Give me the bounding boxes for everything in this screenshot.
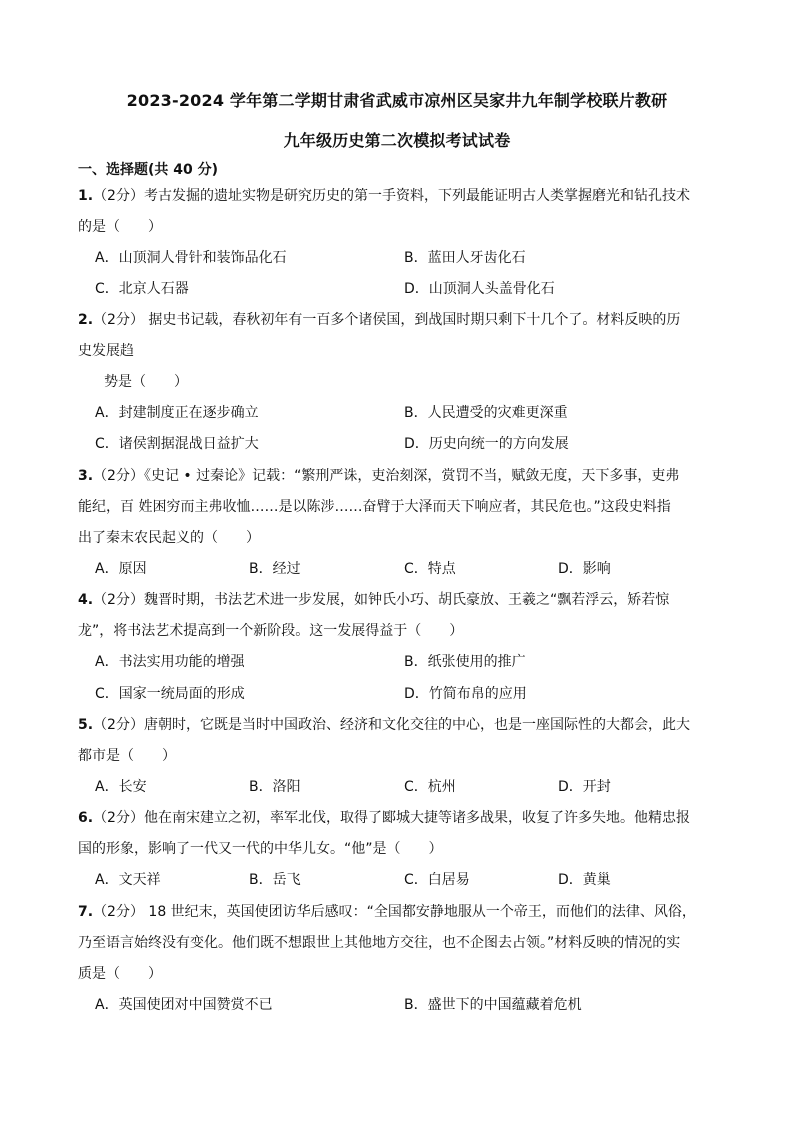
exam-title-line2: 九年级历史第二次模拟考试试卷 [283, 131, 511, 150]
option-c[interactable]: C．国家一统局面的形成 [95, 686, 245, 702]
exam-title-line1: 2023-2024 学年第二学期甘肃省武威市凉州区吴家井九年制学校联片教研 [126, 91, 668, 110]
question-text: 乃至语言始终没有变化。他们既不想跟世上其他地方交往，也不企图去占领。”材料反映的情况的实 [78, 935, 681, 951]
option-b[interactable]: B．经过 [249, 561, 301, 577]
option-d[interactable]: D．竹简布帛的应用 [404, 686, 527, 702]
option-a[interactable]: A．书法实用功能的增强 [95, 654, 245, 670]
question-number: 3. [78, 468, 94, 484]
question-number: 5. [78, 717, 94, 733]
option-a[interactable]: A．长安 [95, 779, 147, 795]
section-heading: 一、选择题(共 40 分) [78, 162, 219, 178]
option-a[interactable]: A．山顶洞人骨针和装饰品化石 [95, 250, 287, 266]
option-d[interactable]: D．黄巢 [558, 872, 611, 888]
option-b[interactable]: B．蓝田人牙齿化石 [404, 250, 526, 266]
option-d[interactable]: D．影响 [558, 561, 611, 577]
question-text: 能纪，百 姓困穷而主弗收恤……是以陈涉……奋臂于大泽而天下响应者，其民危也。”这段史料指 [78, 499, 671, 515]
option-c[interactable]: C．北京人石器 [95, 281, 189, 297]
question-text: （2分）唐朝时，它既是当时中国政治、经济和文化交往的中心，也是一座国际性的大都会，此大 [93, 717, 690, 733]
question-text: （2分）《史记 • 过秦论》记载：“繁刑严诛，吏治刻深，赏罚不当，赋敛无度，天下多事，吏弗 [93, 468, 680, 484]
question-text: （2分）考古发掘的遗址实物是研究历史的第一手资料，下列最能证明古人类掌握磨光和钻孔技术 [93, 188, 690, 204]
question-number: 2. [78, 312, 94, 328]
question-text: 势是（ ） [104, 374, 188, 390]
option-c[interactable]: C．白居易 [404, 872, 470, 888]
question-text: （2分）他在南宋建立之初，率军北伐，取得了郾城大捷等诸多战果，收复了许多失地。他精忠报 [93, 810, 690, 826]
question-text: （2分） 18 世纪末，英国使团访华后感叹：“全国都安静地服从一个帝王，而他们的法律、风俗， [93, 904, 696, 920]
question-text: 出了秦末农民起义的（ ） [78, 530, 260, 546]
question-text: 龙”，将书法艺术提高到一个新阶段。这一发展得益于（ ） [78, 623, 464, 639]
question-number: 4. [78, 592, 94, 608]
option-c[interactable]: C．杭州 [404, 779, 456, 795]
question-text: 都市是（ ） [78, 748, 176, 764]
question-text: （2分）魏晋时期，书法艺术进一步发展，如钟氏小巧、胡氏豪放、王羲之“飘若浮云，矫若惊 [93, 592, 670, 608]
question-text: 国的形象，影响了一代又一代的中华儿女。“他”是（ ） [78, 841, 443, 857]
option-b[interactable]: B．盛世下的中国蕴藏着危机 [404, 997, 582, 1013]
question-text: 的是（ ） [78, 219, 162, 235]
option-d[interactable]: D．山顶洞人头盖骨化石 [404, 281, 555, 297]
option-c[interactable]: C．诸侯割据混战日益扩大 [95, 436, 259, 452]
question-number: 6. [78, 810, 94, 826]
option-b[interactable]: B．洛阳 [249, 779, 301, 795]
option-d[interactable]: D．开封 [558, 779, 611, 795]
option-b[interactable]: B．人民遭受的灾难更深重 [404, 405, 568, 421]
option-d[interactable]: D．历史向统一的方向发展 [404, 436, 569, 452]
option-b[interactable]: B．纸张使用的推广 [404, 654, 526, 670]
question-text: 质是（ ） [78, 966, 162, 982]
question-number: 1. [78, 188, 94, 204]
option-a[interactable]: A．原因 [95, 561, 147, 577]
option-b[interactable]: B．岳飞 [249, 872, 301, 888]
option-a[interactable]: A．封建制度正在逐步确立 [95, 405, 259, 421]
option-a[interactable]: A．文天祥 [95, 872, 161, 888]
option-a[interactable]: A．英国使团对中国赞赏不已 [95, 997, 273, 1013]
question-text: 史发展趋 [78, 343, 134, 359]
question-text: （2分） 据史书记载，春秋初年有一百多个诸侯国，到战国时期只剩下十几个了。材料反映的历 [93, 312, 681, 328]
option-c[interactable]: C．特点 [404, 561, 456, 577]
question-number: 7. [78, 904, 94, 920]
